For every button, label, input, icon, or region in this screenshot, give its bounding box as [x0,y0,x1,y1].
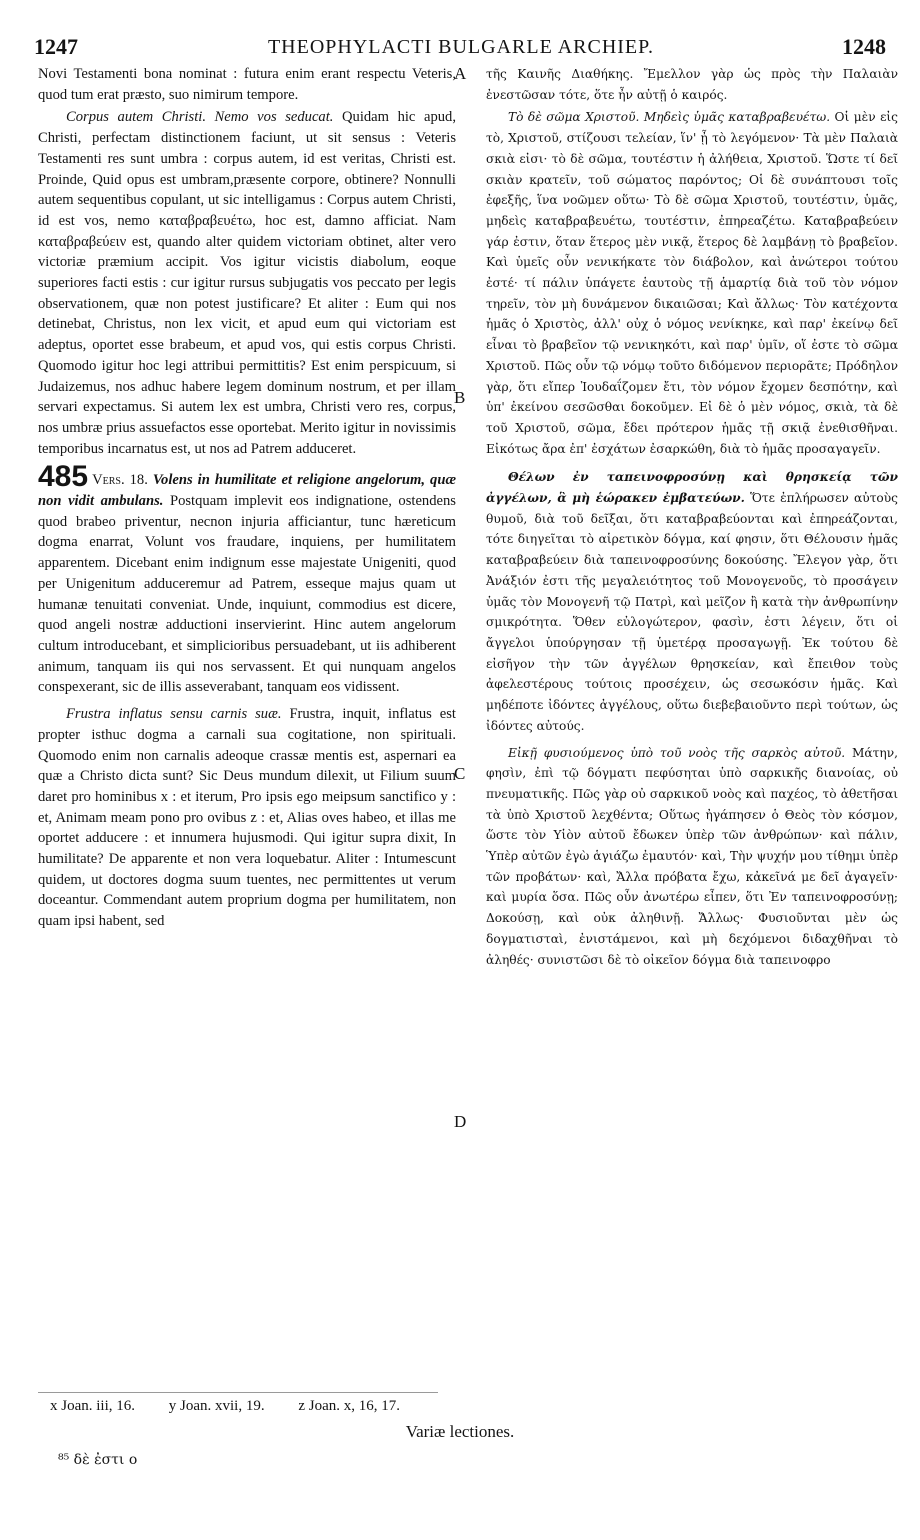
greek-paragraph-2: Τὸ δὲ σῶμα Χριστοῦ. Μηδεὶς ὑμᾶς καταβραβευέτω. Οἱ μὲν εἰς τὸ, Χριστοῦ, στίζουσι τελείαν, ἵν' ᾖ τὸ λεγόμενον· Τὰ μὲν Παλαιὰ σκιὰ εἰσι· τὸ δὲ σῶμα, τουτέστιν ἡ ἀλήθεια, Χριστοῦ. Ὥστε τί δεῖ σκιὰν κρατεῖν, τοῦ σώματος παρόντος; Οἱ δὲ συνάπτουσι τοῖς ἐφεξῆς, ἵνα νοῶμεν οὕτω· Τὸ δὲ σῶμα Χριστοῦ, τουτέστιν, ὑμᾶς, μηδεὶς καταβραβευέτω, τουτέστιν, ἐπηρεαζέτω. Καταβραβεύειν γάρ ἐστιν, ὅταν ἕτερος μὲν νικᾷ, ἕτερος δὲ λαμβάνῃ τὸ βραβεῖον. Καὶ ὑμεῖς οὖν νενικήκατε τὸν διάβολον, καὶ ἀνώτεροι τούτου ἐστέ· τί πάλιν ὑπάγετε ἑαυτοὺς τῇ ἁμαρτίᾳ διὰ τοῦ τὸν νόμον τηρεῖν, τὸν μὴ δυνάμενον δικαιῶσαι; Καὶ ἄλλως· Τὸν κατέχοντα ἡμᾶς ὁ Χριστὸς, ἀλλ' οὐχ ὁ νόμος νενίκηκε, καὶ παρ' ἐκείνῳ δεῖ εἶναι τὸ βραβεῖον τῷ νενικηκότι, καὶ παρ' ὑμῖν, οἵ ἐστε τὸ σῶμα Χριστοῦ. Πῶς οὖν τῷ νόμῳ τοῦτο διδόμενον περιορᾶτε; Πρόδηλον γὰρ, ὅτι εἴπερ Ἰουδαΐζομεν ἔτι, τὸν νόμον ἔχομεν δεσπότην, καὶ ὑπ' ἐκείνου σεσῶσθαι δοκοῦμεν. Εἰ δὲ ὁ μὲν νόμος, σκιὰ, τὰ δὲ τοῦ Χριστοῦ, σῶμα, ἔδει πρότερον ἡμᾶς τῇ σκιᾷ ἐνεθισθῆναι. Εἰκότως ἄρα ἐπ' ἐσχάτων ἐσαρκώθη, διὰ τὸ ἡμᾶς προσαγαγεῖν. [486,110,898,456]
greek-paragraph-4: Εἰκῇ φυσιούμενος ὑπὸ τοῦ νοὸς τῆς σαρκὸς αὐτοῦ. Μάτην, φησὶν, ἐπὶ τῷ δόγματι πεφύσηται ὑπὸ σαρκικῆς διανοίας, οὐ πνευματικῆς. Πῶς γὰρ οὐ σαρκικοῦ νοὸς καὶ παχέος, τὸ ἀθετῆσαι τὰ ὑπὸ Χριστοῦ λεχθέντα; Οὕτως ἠγάπησεν ὁ Θεὸς τὸν κόσμον, ὥστε τὸν Υἱὸν αὐτοῦ ἔδωκεν ὑπὲρ τῶν ἀνθρώπων· καὶ πάλιν, Ὑπὲρ αὐτῶν ἐγὼ ἁγιάζω ἐμαυτόν· καὶ, Τὴν ψυχήν μου τίθημι ὑπὲρ τῶν προβάτων· καὶ, Ἄλλα πρόβατα ἔχω, κἀκεῖνά με δεῖ ἀγαγεῖν· καὶ μυρία ὅσα. Πῶς οὖν ἀνωτέρω εἶπεν, ὅτι Ἐν ταπεινοφροσύνῃ; Δοκούσῃ, καὶ οὐκ ἀληθινῇ. Ἄλλως· Φυσιοῦνται μὲν ὡς δογματισταὶ, ἐνιστάμενοι, καὶ μὴ δεχόμενοι διδαχθῆναι τὸ ἀληθές· συνιστῶσι δὲ τὸ οἰκεῖον δόγμα διὰ ταπεινοφρο [486,745,898,967]
page-number-right: 1248 [842,34,886,59]
footnote-y: y Joan. xvii, 19. [168,1398,265,1414]
latin-paragraph-4: Frustra inflatus sensu carnis suæ. Frustra, inquit, inflatus est propter isthuc dogma a carnali sua cogitatione, non spirituali. Quomodo enim non carnalis adeoque crassæ mentis est, aspernari ea quæ a Christo dicta sunt? Sic Deus mundum dilexit, ut Filium suum daret pro hominibus x : et iterum, Pro ipsis ego meipsum sanctifico y : et, Animam meam pono pro ovibus z : et, Alias oves habeo, et illas me oportet adducere : et innumera hujusmodi. Qui igitur supra dixit, In humilitate? De apparente et non vera loquebatur. Aliter : Intumescunt quidem, ut doctores dogma suum tuentes, nec permittentes ut verum doceantur. Commendant autem proprium dogma per humilitatem, non quam ipsi habent, sed [38,706,456,930]
greek-column [486,64,898,970]
variae-lectiones-heading: Variæ lectiones. [405,1422,515,1441]
margin-marker-b: B [454,388,466,407]
margin-marker-a: A [454,64,467,83]
greek-paragraph-3: Θέλων ἐν ταπεινοφροσύνῃ καὶ θρησκείᾳ τῶν ἀγγέλων, ἃ μὴ ἑώρακεν ἐμβατεύων. Ὅτε ἐπλήρωσεν αὐτοὺς θυμοῦ, διὰ τοῦ δεῖξαι, ὅτι καταβραβεύονται καὶ ἐπηρεάζονται, τότε διηγεῖται τὸ αἱρετικὸν δόγμα, καί φησιν, ὅτι Θέλουσιν ἡμᾶς καταβραβεύειν διὰ ταπεινοφροσύνης δοκούσης. Ἔλεγον γὰρ, ὅτι Ἀνάξιόν ἐστι τῆς μεγαλειότητος τοῦ Μονογενοῦς, τὸ προσάγειν ὑμᾶς τὸν Μονογενῆ τῷ Πατρὶ, καὶ μεῖζον ἢ κατὰ τὴν ἀνθρωπίνην σμικρότητα. Ὅθεν εὐλογώτερον, φασὶν, ἐστι λέγειν, ὅτι οἱ ἄγγελοι ὑπούργησαν τῇ ὑμετέρᾳ προσαγωγῇ. Ἐκ τούτου δὲ εἰσῆγον τὴν τῶν ἀγγέλων θρησκείαν, καὶ ἔπειθον τοὺς ἀφελεστέρους τούτοις προσέχειν, ὡς σεσωκόσιν ἡμᾶς. Καὶ μηδέποτε ἰδόντες ἀγγέλους, οὕτω διεβεβαιοῦντο περὶ τούτων, ὡς ἰδόντες αὐτούς. [486,470,899,733]
running-header [28,34,894,64]
greek-paragraph-1: τῆς Καινῆς Διαθήκης. Ἔμελλον γὰρ ὡς πρὸς τὴν Παλαιὰν ἐνεστῶσαν τότε, ὅτε ἦν αὐτῇ ὁ καιρός. [486,67,898,102]
running-title: THEOPHYLACTI BULGARLE ARCHIEP. [267,36,655,58]
latin-paragraph-2: Corpus autem Christi. Nemo vos seducat. Quidam hic apud, Christi, perfectam distinctionem faciunt, ut sit sensus : Veteris Testamenti res sunt umbra : corpus autem, id est veritas, Christi est. Proinde, Quid opus est umbram,præsente corpore, obtinere? Nonnulli autem sequentibus copulant, ut sic intelligamus : Corpus autem Christi, id est vos, nemo καταβραβευέτω, hoc est, damno afficiat. Nam καταβραβεύειν est, quando alter quidem victoriam obtinet, alter vero victoriæ præmium accipit. Vos igitur vicistis diabolum, eoque superiores facti estis : cur igitur rursus subjugatis vos peccato per legis observationem, quæ non potest justificare? Et aliter : Eum qui nos detinebat, Christus, non lex vicit, et apud eum qui victoriam est adeptus, oportet esse brabeum, et apud vos, qui estis corpus Christi. Quomodo igitur hoc legi attribui permittitis? Est enim perspicuum, si Judaizemus, nos adhuc habere legem dominum nostrum, et per illam servari expectamus. Si autem lex est umbra, Christi vero res, corpus, nos umbræ prius assuefactos esse oportebat. Merito igitur in novissimis temporibus incarnatus est, ut nos ad Patrem adduceret. [38,109,456,457]
footnote-z: z Joan. x, 16, 17. [298,1398,400,1414]
greek-lemma-2: Τὸ δὲ σῶμα Χριστοῦ. Μηδεὶς ὑμᾶς καταβραβευέτω. [508,110,831,125]
page-number-left: 1247 [34,34,78,59]
latin-lemma-3: Volens in humilitate et religione angelorum, quæ non vidit ambulans. [38,472,456,510]
latin-paragraph-1: Novi Testamenti bona nominat : futura enim erant respectu Veteris, quod tum erat præsto, suo nimirum tempore. [38,66,456,103]
margin-marker-c: C [454,764,466,783]
verse-reference: Vers. 18. [92,472,148,489]
variant-reading: ⁸⁵ δὲ ἐστι ο [58,1452,138,1468]
greek-lemma-4: Εἰκῇ φυσιούμενος ὑπὸ τοῦ νοὸς τῆς σαρκὸς αὐτοῦ. [508,745,846,760]
footnote-rule [38,1392,438,1393]
latin-column [38,64,456,932]
latin-paragraph-3: 485 Vers. 18. Volens in humilitate et religione angelorum, quæ non vidit ambulans. Postquam implevit eos indignatione, ostendens quod brabeo priventur, necnon injuria afficiantur, tunc hæreticum dogma enarrat, Volunt vos fraudare, inquiens, per humilitatem apparentem. Dicebant enim indignum esse majestate Unigeniti, quod per Unigenitum adduceremur ad Patrem, esseque majus quam ut humanæ tenuitati conveniat. Unde, inquiunt, commodius est dicere, quod angeli nostræ adductioni inservierint. Hinc autem angelorum cultum introducebant, et simplicioribus persuadebant, ut iis adhiberent animum, tanquam iis qui nos servassent. Et qui nunquam angelos conspexerant, sic de illis asseverabant, tanquam eos vidissent. [38,460,456,696]
margin-marker-d: D [454,1112,467,1131]
latin-lemma-2: Corpus autem Christi. Nemo vos seducat. [66,109,334,126]
latin-lemma-4: Frustra inflatus sensu carnis suæ. [66,706,282,723]
greek-lemma-3: Θέλων ἐν ταπεινοφροσύνῃ καὶ θρησκείᾳ τῶν ἀγγέλων, ἃ μὴ ἑώρακεν ἐμβατεύων. [486,470,898,506]
footnotes [50,1398,890,1415]
column-number: 485 [38,460,89,494]
footnote-x: x Joan. iii, 16. [50,1398,135,1414]
